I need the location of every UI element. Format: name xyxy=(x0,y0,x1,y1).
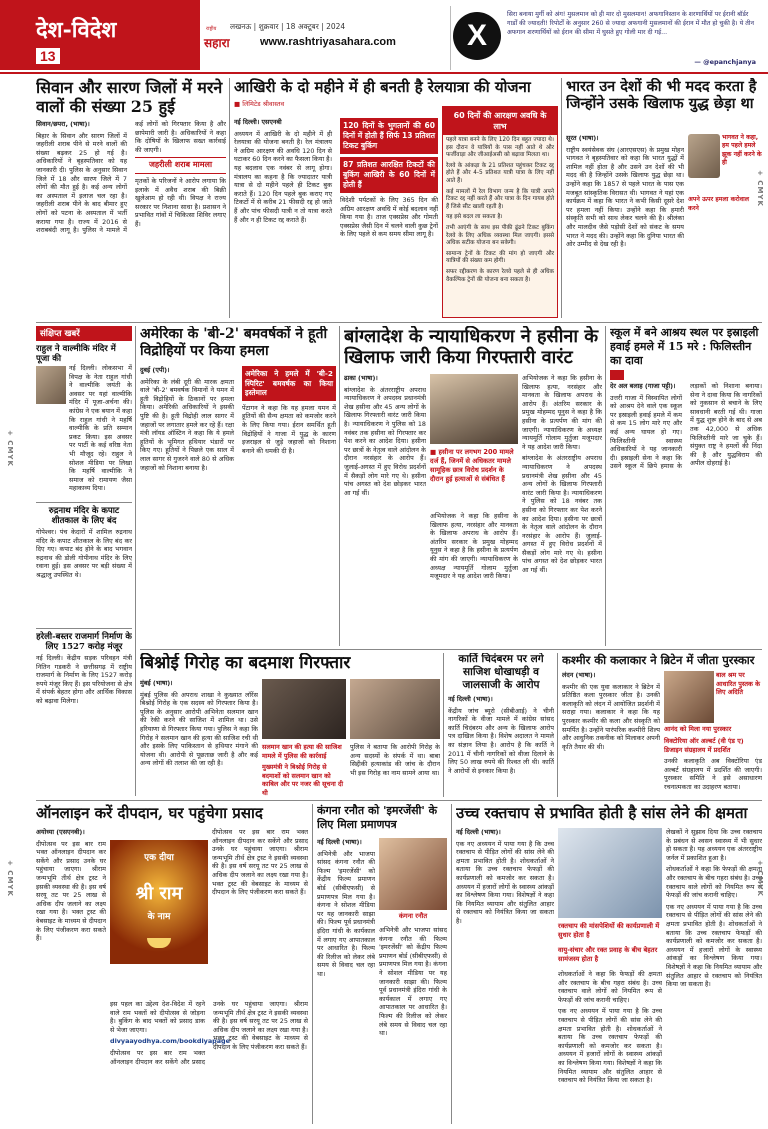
section-title: देश-विदेश xyxy=(36,17,117,43)
body-text: मुंबई पुलिस की अपराध शाखा ने कुख्यात लॉरेंस बिश्नोई गिरोह के एक सदस्य को गिरफ्तार किया है। पुलिस के अनुसार आरोपी अभिनेता सलमान खान की रेकी करने की साजिश में शामिल था। उसे हरियाणा से गिरफ्तार किया गया। पुलिस ने कहा कि गिरोह ने सलमान खान की हत्या की साजिश रची थी और इसके लिए पाकिस्तान से हथियार मंगाने की योजना थी। आरोपी से पूछताछ जारी है और कई अन्य लोगों की तलाश की जा रही है। xyxy=(140,690,258,768)
brief-title: राहुल ने वाल्मीकि मंदिर में पूजा की xyxy=(36,344,116,364)
body-text: अभिनेत्री और भाजपा सांसद कंगना रनौत की फिल्म 'इमरजेंसी' को केंद्रीय फिल्म प्रमाणन बोर्ड (सीबीएफसी) से प्रमाणपत्र मिल गया है। कंगना ने सोशल मीडिया पर यह जानकारी साझा की। फिल्म पूर्व प्रधानमंत्री इंदिरा गांधी के कार्यकाल में लगाए गए आपातकाल पर आधारित है। फिल्म की रिलीज को लेकर लंबे समय से विवाद चल रहा था। xyxy=(317,849,375,978)
x-handle: — @epanchjanya xyxy=(694,58,756,66)
registration-mark: + CMYK xyxy=(756,170,764,207)
quote-box: भागवत ने कहा, हम पहले हमले झूक नहीं करने के ही xyxy=(722,134,762,167)
sidebar-list xyxy=(443,135,557,289)
x-post-text: सिरा बनाया मुर्गी को अंग! मुसलमान को ही मार दो मुसलमान! अफगानिस्तान के शरणार्थियों पर ईरानी बॉर्डर गार्डों की ज्यादती! रिपोर्टों के अनुसार 260 से ज्यादा अफगानी मुसलमानों की ईरान में मौत हो चुकी है। ये तीन अफगान शरणार्थियों को ईरान की सीमा में घुसते हुए गोली मार दी गई... xyxy=(507,11,754,36)
sidebar-item: सामान्य ट्रेनों के टिकट की मांग हो जाएगी और यात्रियों की संख्या कम होगी। xyxy=(446,250,554,265)
body-text: अध्ययन में आखिरी के दो महीने में ही रेलयात्रा की योजना बनती है। रेल मंत्रालय ने अग्रिम आरक्षण की अवधि 120 दिन से घटाकर 60 दिन करने का फैसला किया है। यह बदलाव एक नवंबर से लागू होगा। मंत्रालय का कहना है कि ज्यादातर यात्री यात्रा से दो महीने पहले ही टिकट बुक कराते हैं। 120 दिन पहले बुक कराए गए टिकटों में से करीब 21 फीसदी रद्द हो जाते हैं और पांच फीसदी यात्री न तो यात्रा करते हैं और न ही टिकट रद्द कराते हैं। xyxy=(234,129,332,224)
body-text: अमेरिका के लंबी दूरी की मारक क्षमता वाले 'बी-2' बमवर्षक विमानों ने यमन में हूती विद्रोहियों के ठिकानों पर हमला किया। अमेरिकी अधिकारियों ने इसकी पुष्टि की है। हूती विद्रोही लाल सागर में जहाजों पर लगातार हमले कर रहे हैं। रक्षा मंत्री लॉयड ऑस्टिन ने कहा कि ये हमले हूतियों के भूमिगत हथियार भंडारों पर किए गए। हूतियों ने पिछले एक साल में लाल सागर से गुजरने वाले 80 से अधिक जहाजों को निशाना बनाया है। xyxy=(140,377,234,472)
body-kangana-2 xyxy=(379,926,447,1124)
headline-school: स्कूल में बने आश्रय स्थल पर इस्राइली हवाई हमले में 15 मरे : फिलिस्तीन का दावा xyxy=(610,326,759,367)
bishnoi-photo-1 xyxy=(262,679,346,739)
bhasha-badge xyxy=(610,370,624,380)
body-text: केंद्रीय जांच ब्यूरो (सीबीआई) ने चीनी नागरिकों के वीजा मामले में कांग्रेस सांसद कार्ति चिदंबरम और अन्य के खिलाफ आरोप पत्र दाखिल किया है। विशेष अदालत ने मामले का संज्ञान लिया है। आरोप है कि कार्ति ने 2011 में चीनी नागरिकों को वीजा दिलाने के लिए 50 लाख रुपये की रिश्वत ली थी। कार्ति ने आरोपों से इनकार किया है। xyxy=(448,706,554,775)
body-rail xyxy=(234,118,438,318)
dateline: सूरत (भाषा)। xyxy=(566,134,599,142)
brief-title: रुद्रनाथ मंदिर के कपाट शीतकाल के लिए बंद xyxy=(48,506,120,526)
brief-body: नई दिल्ली। लोकसभा में विपक्ष के नेता राहुल गांधी ने वाल्मीकि जयंती के अवसर पर यहां वाल्मीकि मंदिर में पूजा-अर्चना की। कांग्रेस ने एक बयान में कहा कि राहुल गांधी ने महर्षि वाल्मीकि के प्रति सम्मान प्रकट किया। इस अवसर पर पार्टी के कई वरिष्ठ नेता भी मौजूद रहे। राहुल ने सोशल मीडिया पर लिखा कि महर्षि वाल्मीकि ने समाज को रामायण जैसा महाकाव्य दिया। xyxy=(69,364,132,492)
dateline: नई दिल्ली। एसएनबी xyxy=(234,118,282,126)
body-text-2: मृतकों के परिजनों ने आरोप लगाया कि इलाके में अवैध शराब की बिक्री खुलेआम हो रही थी। विपक्ष ने राज्य सरकार पर निशाना साधा है। प्रशासन ने प्रभावित गांवों में चिकित्सा शिविर लगाए हैं। xyxy=(135,176,226,228)
poster-top: एक दीया xyxy=(144,853,174,863)
headline-artist: कश्मीर की कलाकार ने ब्रिटेन में जीता पुरस्कार xyxy=(562,653,755,667)
body-text-2: शोधकर्ताओं ने कहा कि फेफड़ों की क्षमता और रक्तचाप के बीच गहरा संबंध है। उच्च रक्तचाप वाले लोगों को नियमित रूप से फेफड़ों की जांच करानी चाहिए। xyxy=(558,970,662,1004)
body-artist xyxy=(562,671,660,797)
artist-photo xyxy=(664,671,714,723)
body-karti xyxy=(448,695,554,779)
x-post-box xyxy=(450,6,762,70)
masthead-center xyxy=(200,18,440,68)
body-bp xyxy=(456,828,554,1124)
bp-photo xyxy=(558,828,662,918)
story-siwan xyxy=(36,78,226,318)
body-text-2: अभियोजक ने कहा कि हसीना के खिलाफ हत्या, नरसंहार और मानवता के खिलाफ अपराध के आरोप हैं। अंतरिम सरकार के प्रमुख मोहम्मद यूनुस ने कहा है कि हसीना के प्रत्यर्पण की मांग की जाएगी। न्यायाधिकरण के अध्यक्ष न्यायमूर्ति गोलाम मुर्तुजा मजूमदार ने यह आदेश जारी किया। xyxy=(430,512,518,581)
poster-mid: श्री राम xyxy=(135,883,183,904)
headline-deepdan: ऑनलाइन करें दीपदान, घर पहुंचेगा प्रसाद xyxy=(36,804,263,822)
paper-logo: सहारा xyxy=(204,36,230,50)
body-hasina xyxy=(344,374,426,646)
story-school xyxy=(610,326,762,646)
website: www.rashtriyasahara.com xyxy=(260,36,396,48)
body-text-2: दीपोत्सव पर इस बार राम भक्त ऑनलाइन दीपदान कर सकेंगे और प्रसाद उनके घर पहुंचाया जाएगा। श्रीराम जन्मभूमि तीर्थ क्षेत्र ट्रस्ट ने इसकी व्यवस्था की है। इस वर्ष सरयू तट पर 25 लाख से अधिक दीप जलाने का लक्ष्य रखा गया है। भक्त ट्रस्ट की वेबसाइट के माध्यम से दीपदान के लिए पंजीकरण करा सकते हैं। xyxy=(212,828,308,897)
artist-side-2: विक्टोरिया ऑर अल्बर्ट (वी एंड ए) डिजाइन संग्रहालय में प्रदर्शित xyxy=(664,737,744,754)
body-kangana xyxy=(317,838,375,1124)
bishnoi-bullet-1: सलमान खान की हत्या की साजिश मामले में पुलिस की कार्रवाई xyxy=(262,743,342,760)
registration-mark: + CMYK xyxy=(6,430,14,467)
body-text-2: अभिनेत्री और भाजपा सांसद कंगना रनौत की फिल्म 'इमरजेंसी' को केंद्रीय फिल्म प्रमाणन बोर्ड (सीबीएफसी) से प्रमाणपत्र मिल गया है। कंगना ने सोशल मीडिया पर यह जानकारी साझा की। फिल्म पूर्व प्रधानमंत्री इंदिरा गांधी के कार्यकाल में लगाए गए आपातकाल पर आधारित है। फिल्म की रिलीज को लेकर लंबे समय से विवाद चल रहा था। xyxy=(379,926,447,1038)
sidebar-item: सफर रद्दीकरण के कारण रेलवे पहले से ही अधिक वैकल्पिक ट्रेनों की योजना बना सकता है। xyxy=(446,268,554,283)
body-hasina-2 xyxy=(430,512,518,646)
body-deepdan xyxy=(36,828,106,1124)
kangana-caption: कंगना रनौत xyxy=(398,912,428,920)
section-banner xyxy=(0,0,200,70)
body-bp-2 xyxy=(558,970,662,1124)
body-text-2b: एक नए अध्ययन में पाया गया है कि उच्च रक्तचाप से पीड़ित लोगों की सांस लेने की क्षमता प्रभावित होती है। शोधकर्ताओं ने बताया कि उच्च रक्तचाप फेफड़ों की कार्यप्रणाली को कमजोर कर सकता है। अध्ययन में हजारों लोगों के स्वास्थ्य आंकड़ों का विश्लेषण किया गया। विशेषज्ञों ने कहा कि नियमित व्यायाम और संतुलित आहार से रक्तचाप को नियंत्रित किया जा सकता है। xyxy=(558,1007,662,1085)
body-text-3c: एक नए अध्ययन में पाया गया है कि उच्च रक्तचाप से पीड़ित लोगों की सांस लेने की क्षमता प्रभावित होती है। शोधकर्ताओं ने बताया कि उच्च रक्तचाप फेफड़ों की कार्यप्रणाली को कमजोर कर सकता है। अध्ययन में हजारों लोगों के स्वास्थ्य आंकड़ों का विश्लेषण किया गया। विशेषज्ञों ने कहा कि नियमित व्यायाम और संतुलित आहार से रक्तचाप को नियंत्रित किया जा सकता है। xyxy=(666,902,762,989)
poster-bot: के नाम xyxy=(147,912,171,922)
diya-icon xyxy=(147,938,171,948)
bp-bullet-2: वायु-संचार और रक्त प्रवाह के बीच बेहतर सामंजस्य होता है xyxy=(558,946,658,963)
dateline: मुंबई (भाषा)। xyxy=(140,679,173,687)
dateline: सिवान/छपरा, (भाषा)। xyxy=(36,120,90,128)
body-text-2: पुलिस ने बताया कि आरोपी गिरोह के अन्य सदस्यों के संपर्क में था। बाबा सिद्दीकी हत्याकांड की जांच के दौरान भी इस गिरोह का नाम सामने आया था। xyxy=(350,743,440,777)
headline-hasina: बांग्लादेश के न्यायाधिकरण ने हसीना के खिलाफ जारी किया गिरफ्तारी वारंट xyxy=(344,326,599,368)
body-b2 xyxy=(140,366,336,628)
dateline: नई दिल्ली (भाषा)। xyxy=(448,695,493,703)
stat-box-1: 120 दिनों के भुगतानों की 60 दिनों में होती हैं सिर्फ 13 प्रतिशत टिकट बुकिंग xyxy=(340,118,438,154)
sidebar-item: कई मामलों में रेल विभाग जन्म है कि यात्री अपने टिकट रद्द नहीं करते हैं और यात्रा के दिन गायब होते हैं जिसे सीट खाली रहती है। xyxy=(446,188,554,210)
bp-bullet-1: रक्तचाप की मांसपेशियों की कार्यप्रणाली में सुधार होता है xyxy=(558,922,660,939)
briefs-header: संक्षिप्त खबरें xyxy=(36,326,132,341)
dateline: अयोध्या (एसएनबी)। xyxy=(36,828,85,836)
body-text: दीपोत्सव पर इस बार राम भक्त ऑनलाइन दीपदान कर सकेंगे और प्रसाद उनके घर पहुंचाया जाएगा। श्रीराम जन्मभूमि तीर्थ क्षेत्र ट्रस्ट ने इसकी व्यवस्था की है। इस वर्ष सरयू तट पर 25 लाख से अधिक दीप जलाने का लक्ष्य रखा गया है। भक्त ट्रस्ट की वेबसाइट के माध्यम से दीपदान के लिए पंजीकरण करा सकते हैं। xyxy=(36,839,106,943)
body-siwan xyxy=(36,120,226,310)
story-hasina xyxy=(344,326,602,646)
sidebar-item: पहले यात्रा बनने के लिए 120 दिन बहुत ज्यादा थे। इस दौरान वे यात्रियों के पास नहीं आते थे और फर्जीवाड़ा और जीआईअसी को बढ़ावा मिलता था। xyxy=(446,137,554,159)
brief-body: नई दिल्ली। केंद्रीय सड़क परिवहन मंत्री नितिन गडकरी ने छत्तीसगढ़ में राष्ट्रीय राजमार्ग के निर्माण के लिए 1527 करोड़ रुपये मंजूर किए हैं। इस परियोजना से क्षेत्र में संपर्क बेहतर होगा और आर्थिक विकास को बढ़ावा मिलेगा। xyxy=(36,654,132,705)
body-school xyxy=(610,382,762,632)
body-bishnoi xyxy=(140,679,258,797)
story-kangana xyxy=(317,804,447,1124)
rail-sidebar xyxy=(442,106,558,318)
body-text-3: अभियोजक ने कहा कि हसीना के खिलाफ हत्या, नरसंहार और मानवता के खिलाफ अपराध के आरोप हैं। अंतरिम सरकार के प्रमुख मोहम्मद यूनुस ने कहा है कि हसीना के प्रत्यर्पण की मांग की जाएगी। न्यायाधिकरण के अध्यक्ष न्यायमूर्ति गोलाम मुर्तुजा मजूमदार ने यह आदेश जारी किया। xyxy=(522,374,602,451)
body-text-3: इस पहल का उद्देश्य देश-विदेश में रहने वाले राम भक्तों को दीपोत्सव से जोड़ना है। बुकिंग के बाद भक्तों को प्रसाद डाक से भेजा जाएगा। xyxy=(110,1000,205,1034)
headline-siwan: सिवान और सारण जिलों में मरने वालों की संख्या 25 हुई xyxy=(36,78,223,116)
story-bishnoi xyxy=(140,653,440,797)
artist-side-1b: आनंद को मिला नया पुरस्कार xyxy=(664,725,732,733)
quote-subtitle: अपने ऊपर हमला करोवाल करने xyxy=(688,196,750,212)
body-text: कश्मीर की एक युवा कलाकार ने ब्रिटेन में प्रतिष्ठित कला पुरस्कार जीता है। उनकी कलाकृति को लंदन में आयोजित प्रदर्शनी में सराहा गया। कलाकार ने कहा कि यह पुरस्कार कश्मीर की कला और संस्कृति को समर्पित है। उन्होंने पारंपरिक कश्मीरी शिल्प और आधुनिक तकनीक को मिलाकर अपनी कृति तैयार की थी। xyxy=(562,682,660,751)
body-text-4: दीपोत्सव पर इस बार राम भक्त ऑनलाइन दीपदान कर सकेंगे और प्रसाद उनके घर पहुंचाया जाएगा। श्रीराम जन्मभूमि तीर्थ क्षेत्र ट्रस्ट ने इसकी व्यवस्था की है। इस वर्ष सरयू तट पर 25 लाख से अधिक दीप जलाने का लक्ष्य रखा गया है। भक्त ट्रस्ट की वेबसाइट के माध्यम से दीपदान के लिए पंजीकरण करा सकते हैं। xyxy=(110,1000,308,1066)
headline-karti: कार्ति चिदंबरम पर लगे साजिश धोखाधड़ी व जालसाजी के आरोप xyxy=(458,653,544,691)
body-deepdan-2 xyxy=(212,828,308,1000)
deepdan-poster xyxy=(110,840,208,964)
body-deepdan-3 xyxy=(110,1000,308,1124)
sidebar-item: तभी आएंगी के साथ इस पीकी ढूंढने टिकट बुकिंग रेलवे के लिए अधिक व्यवस्था मिल जाएगी। इससे अधिक सटीक योजना बन सकेगी। xyxy=(446,224,554,247)
dateline: नई दिल्ली (भाषा)। xyxy=(317,838,362,846)
body-text: एक नए अध्ययन में पाया गया है कि उच्च रक्तचाप से पीड़ित लोगों की सांस लेने की क्षमता प्रभावित होती है। शोधकर्ताओं ने बताया कि उच्च रक्तचाप फेफड़ों की कार्यप्रणाली को कमजोर कर सकता है। अध्ययन में हजारों लोगों के स्वास्थ्य आंकड़ों का विश्लेषण किया गया। विशेषज्ञों ने कहा कि नियमित व्यायाम और संतुलित आहार से रक्तचाप को नियंत्रित किया जा सकता है। xyxy=(456,839,554,925)
body-text-2: उनकी कलाकृति अब विक्टोरिया एंड अल्बर्ट संग्रहालय में प्रदर्शित की जाएगी। पुरस्कार समिति ने इसे असाधारण रचनात्मकता का उदाहरण बताया। xyxy=(664,757,762,791)
b2-bullet: अमेरिका ने हमले में 'बी-2 स्पिरिट' बमवर्षक का किया इस्तेमाल xyxy=(242,366,336,401)
body-hasina-3 xyxy=(522,374,602,646)
briefs-column xyxy=(36,326,132,796)
headline-bp: उच्च रक्तचाप से प्रभावित होती है सांस लेने की क्षमता xyxy=(456,804,748,822)
bishnoi-bullet-2: मुख्यमंत्री ने बिश्नोई गिरोह से बदमाशों को सलमान खान को काबिल और पर नजर की सूचना दी थी xyxy=(262,763,344,797)
dateline: देर अल बलाह (गाजा पट्टी)। xyxy=(610,382,676,390)
headline-rail: आखिरी के दो महीने में ही बनती है रेलयात्रा की योजना xyxy=(234,78,531,96)
dateline-strip: लखनऊ | शुक्रवार | 18 अक्टूबर | 2024 xyxy=(230,22,346,31)
body-artist-2 xyxy=(664,757,762,797)
dateline: ढाका (भाषा)। xyxy=(344,374,378,382)
dateline: दुबई (एपी)। xyxy=(140,366,170,374)
hasina-photo xyxy=(430,374,518,444)
body-text-3: लेखकों ने सुझाव दिया कि उच्च रक्तचाप के प्रबंधन से श्वसन स्वास्थ्य में भी सुधार हो सकता है। यह अध्ययन एक अंतरराष्ट्रीय जर्नल में प्रकाशित हुआ है। xyxy=(666,828,762,862)
body-text-2: पेंटागन ने कहा कि यह हमला यमन में हूतियों की सैन्य क्षमता को कमजोर करने के लिए किया गया। ईरान समर्थित हूती विद्रोहियों ने गाजा में युद्ध के कारण इजराइल से जुड़े जहाजों को निशाना बनाने की धमकी दी है। xyxy=(242,403,336,455)
bhagwat-photo xyxy=(688,134,720,178)
body-bishnoi-2 xyxy=(350,743,440,797)
body-bharat xyxy=(566,134,684,318)
story-deepdan xyxy=(36,804,308,1124)
brief-item xyxy=(36,506,132,628)
story-bharat xyxy=(566,78,762,318)
pullquote: जहरीली शराब मामला xyxy=(135,157,226,174)
sidebar-item: रेलवे के आंकड़ा के 21 प्रतिशत पहुंचकर टिकट रद्द होते हैं और 4-5 प्रतिशत यात्री यात्रा के लिए नहीं आते हैं। xyxy=(446,162,554,184)
brief-title: हरेली-बस्तर राजमार्ग निर्माण के लिए 1527 करोड़ मंजूर xyxy=(36,632,132,652)
artist-side-1: बाल श्रम पर आधारित पुस्तक के लिए अदिति xyxy=(716,671,761,697)
stat-box-2: 87 प्रतिशत आरक्षित टिकटों की बुकिंग आखिरी के 60 दिनों में होती हैं xyxy=(340,157,438,193)
body-text-4: बांग्लादेश के अंतरराष्ट्रीय अपराध न्यायाधिकरण ने अपदस्थ प्रधानमंत्री शेख हसीना और 45 अन्य लोगों के खिलाफ गिरफ्तारी वारंट जारी किया है। न्यायाधिकरण ने पुलिस को 18 नवंबर तक हसीना को गिरफ्तार कर पेश करने का आदेश दिया। हसीना पर छात्रों के नेतृत्व वाले आंदोलन के दौरान नरसंहार के आरोप हैं। जुलाई-अगस्त में हुए विरोध प्रदर्शनों में सैकड़ों लोग मारे गए थे। हसीना पांच अगस्त को देश छोड़कर भारत आ गई थीं। xyxy=(522,454,602,575)
brief-body: गोपेश्वर। पंच केदारों में शामिल रुद्रनाथ मंदिर के कपाट शीतकाल के लिए बंद कर दिए गए। कपाट बंद होने के बाद भगवान रुद्रनाथ की डोली गोपीनाथ मंदिर के लिए रवाना हुई। इस अवसर पर बड़ी संख्या में श्रद्धालु उपस्थित थे। xyxy=(36,528,132,579)
headline-kangana: कंगना रनौत को 'इमरजेंसी' के लिए मिला प्रमाणपत्र xyxy=(317,804,438,831)
body-text: बिहार के सिवान और सारण जिलों में जहरीली शराब पीने से मरने वालों की संख्या बढ़कर 25 हो गई है। अधिकारियों ने बृहस्पतिवार को यह जानकारी दी। पुलिस के अनुसार सिवान जिले में 18 और सारण जिले में 7 लोगों की मौत हुई है। कई अन्य लोगों का अस्पताल में इलाज चल रहा है। जहरीली शराब पीने के बाद बीमार हुए लोगों को पटना के अस्पताल में भर्ती कराया गया है। राज्य में 2016 से शराबबंदी लागू है। पुलिस ने मामले में कई लोगों को गिरफ्तार किया है और छापेमारी जारी है। अधिकारियों ने कहा कि दोषियों के खिलाफ सख्त कार्रवाई की जाएगी। xyxy=(36,120,226,235)
sidebar-title: 60 दिनों की आरक्षण अवधि के लाभ xyxy=(443,107,557,135)
body-text: उत्तरी गाजा में विस्थापित लोगों को आश्रय देने वाले एक स्कूल पर इस्राइली हवाई हमले में कम से कम 15 लोग मारे गए और कई अन्य घायल हो गए। फिलिस्तीनी स्वास्थ्य अधिकारियों ने यह जानकारी दी। इस्राइली सेना ने कहा कि उसने स्कूल में छिपे हमास के लड़ाकों को निशाना बनाया। सेना ने दावा किया कि नागरिकों को नुकसान से बचाने के लिए सावधानी बरती गई थी। गाजा में युद्ध शुरू होने के बाद से अब तक 42,000 से अधिक फिलिस्तीनी मारे जा चुके हैं। संयुक्त राष्ट्र ने हमलों की निंदा की है और युद्धविराम की अपील दोहराई है। xyxy=(610,382,762,471)
headline-bishnoi: बिश्नोई गिरोह का बदमाश गिरफ्तार xyxy=(140,653,351,673)
story-rail xyxy=(234,78,558,318)
kangana-photo xyxy=(379,838,447,910)
story-bp xyxy=(456,804,762,1124)
body-text-3b: शोधकर्ताओं ने कहा कि फेफड़ों की क्षमता और रक्तचाप के बीच गहरा संबंध है। उच्च रक्तचाप वाले लोगों को नियमित रूप से फेफड़ों की जांच करानी चाहिए। xyxy=(666,865,762,900)
brief-item xyxy=(36,632,132,794)
registration-mark: + CMYK xyxy=(6,860,14,897)
body-bp-3 xyxy=(666,828,762,1124)
hasina-caption: ■ हसीना पर लगभग 200 मामले दर्ज हैं, जिनमें से अधिकतर मामले सामूहिक छात्र विरोध प्रदर्शन के दौरान हुई हत्याओं से संबंधित हैं xyxy=(430,448,514,483)
dateline: नई दिल्ली (भाषा)। xyxy=(456,828,501,836)
body-text: बांग्लादेश के अंतरराष्ट्रीय अपराध न्यायाधिकरण ने अपदस्थ प्रधानमंत्री शेख हसीना और 45 अन्य लोगों के खिलाफ गिरफ्तारी वारंट जारी किया है। न्यायाधिकरण ने पुलिस को 18 नवंबर तक हसीना को गिरफ्तार कर पेश करने का आदेश दिया। हसीना पर छात्रों के नेतृत्व वाले आंदोलन के दौरान नरसंहार के आरोप हैं। जुलाई-अगस्त में हुए विरोध प्रदर्शनों में सैकड़ों लोग मारे गए थे। हसीना पांच अगस्त को देश छोड़कर भारत आ गई थीं। xyxy=(344,385,426,497)
brief-photo xyxy=(36,366,66,404)
page-number: 13 xyxy=(36,48,60,64)
paper-small: राष्ट्रीय xyxy=(206,26,217,32)
registration-mark: + CMYK xyxy=(756,860,764,897)
deepdan-link[interactable]: divyaayodhya.com/bookdiyapage xyxy=(110,1037,230,1046)
story-b2 xyxy=(140,326,336,646)
x-logo-icon: X xyxy=(453,12,501,60)
headline-bharat: भारत उन देशों की भी मदद करता है जिन्होंने उसके खिलाफ युद्ध छेड़ा था xyxy=(566,78,757,112)
kicker: ■ लिमिटेड श्रीवास्तव xyxy=(234,100,285,108)
story-artist xyxy=(562,653,762,797)
body-text-2: विदेशी पर्यटकों के लिए 365 दिन की अग्रिम आरक्षण अवधि में कोई बदलाव नहीं किया गया है। ताज एक्सप्रेस और गोमती एक्सप्रेस जैसी दिन में चलने वाली कुछ ट्रेनों के लिए पहले से कम समय सीमा लागू है। xyxy=(340,196,438,239)
bishnoi-photo-2 xyxy=(350,679,440,739)
story-karti xyxy=(448,653,554,797)
dateline: लंदन (भाषा)। xyxy=(562,671,596,679)
brief-item xyxy=(36,344,132,492)
body-text: राष्ट्रीय स्वयंसेवक संघ (आरएसएस) के प्रमुख मोहन भागवत ने बृहस्पतिवार को कहा कि भारत युद्धों में शामिल नहीं होता है और उसने उन देशों की भी मदद की है जिन्होंने उसके खिलाफ युद्ध छेड़ा था। उन्होंने कहा कि 1857 से पहले भारत के पास एक मजबूत सांस्कृतिक विरासत थी। भागवत ने यहां एक कार्यक्रम में कहा कि भारत ने कभी किसी दूसरे देश पर हमला नहीं किया। उन्होंने कहा कि हमारी संस्कृति सभी को साथ लेकर चलने की है। श्रीलंका और मालदीव जैसे पड़ोसी देशों को संकट के समय भारत ने मदद की। उन्होंने कहा कि दुनिया भारत की ओर उम्मीद से देख रही है। xyxy=(566,145,684,249)
sidebar-item: यह इसे बदल ला सकता है। xyxy=(446,214,503,221)
headline-b2: अमेरिका के 'बी-2' बमवर्षकों ने हूती विद्रोहियों पर किया हमला xyxy=(140,326,328,359)
